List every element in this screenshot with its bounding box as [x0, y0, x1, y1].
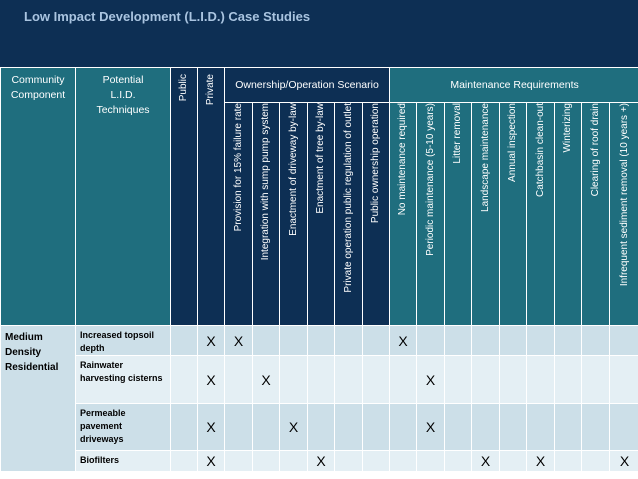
- maintenance-col-header: Catchbasin clean-out: [527, 103, 555, 326]
- mark-cell: X: [610, 451, 638, 472]
- mark-cell: [582, 356, 610, 404]
- mark-cell: [500, 404, 527, 451]
- private-header: Private: [198, 68, 225, 326]
- mark-cell: [308, 326, 335, 356]
- maintenance-col-header: No maintenance required: [390, 103, 417, 326]
- mark-cell: [171, 356, 198, 404]
- mark-cell: [280, 326, 308, 356]
- mark-cell: [225, 451, 253, 472]
- mark-cell: [610, 404, 638, 451]
- public-header: Public: [171, 68, 198, 326]
- mark-cell: [582, 404, 610, 451]
- mark-cell: X: [225, 326, 253, 356]
- mark-cell: [472, 404, 500, 451]
- ownership-col-header: Enactment of driveway by-law: [280, 103, 308, 326]
- technique-cell: Rainwater harvesting cisterns: [76, 356, 171, 404]
- technique-cell: Biofilters: [76, 451, 171, 472]
- mark-cell: [527, 356, 555, 404]
- mark-cell: [555, 451, 582, 472]
- maintenance-col-header: Landscape maintenance: [472, 103, 500, 326]
- mark-cell: X: [390, 326, 417, 356]
- mark-cell: [171, 451, 198, 472]
- mark-cell: [610, 326, 638, 356]
- mark-cell: [363, 451, 390, 472]
- mark-cell: X: [280, 404, 308, 451]
- maintenance-col-header: Infrequent sediment removal (10 years +): [610, 103, 638, 326]
- mark-cell: [500, 451, 527, 472]
- mark-cell: X: [417, 356, 445, 404]
- lid-case-study-table: [0, 67, 638, 472]
- ownership-col-header: Enactment of tree by-law: [308, 103, 335, 326]
- mark-cell: [171, 326, 198, 356]
- mark-cell: [472, 356, 500, 404]
- mark-cell: [527, 404, 555, 451]
- mark-cell: X: [198, 326, 225, 356]
- ownership-group-header: Ownership/Operation Scenario: [225, 68, 390, 103]
- mark-cell: [335, 356, 363, 404]
- mark-cell: [308, 356, 335, 404]
- technique-cell: Increased topsoil depth: [76, 326, 171, 356]
- mark-cell: [500, 326, 527, 356]
- table-row: [1, 451, 638, 472]
- maintenance-col-header: Winterizing: [555, 103, 582, 326]
- mark-cell: [500, 356, 527, 404]
- mark-cell: X: [527, 451, 555, 472]
- maintenance-group-header: Maintenance Requirements: [390, 68, 638, 103]
- ownership-col-header: Private operation public regulation of outlet: [335, 103, 363, 326]
- mark-cell: [171, 404, 198, 451]
- mark-cell: [417, 451, 445, 472]
- mark-cell: [472, 326, 500, 356]
- ownership-col-header: Provision for 15% failure rate: [225, 103, 253, 326]
- table-row: [1, 326, 638, 356]
- mark-cell: [390, 356, 417, 404]
- mark-cell: [582, 451, 610, 472]
- mark-cell: X: [198, 451, 225, 472]
- maintenance-col-header: Periodic maintenance (5-10 years): [417, 103, 445, 326]
- mark-cell: [253, 451, 280, 472]
- mark-cell: [555, 356, 582, 404]
- mark-cell: X: [198, 356, 225, 404]
- community-component-header: Community Component: [1, 68, 76, 326]
- title-bar: [0, 0, 638, 67]
- mark-cell: [445, 451, 472, 472]
- mark-cell: X: [253, 356, 280, 404]
- mark-cell: [555, 326, 582, 356]
- mark-cell: X: [472, 451, 500, 472]
- ownership-col-header: Public ownership operation: [363, 103, 390, 326]
- mark-cell: [225, 356, 253, 404]
- maintenance-col-header: Annual inspection: [500, 103, 527, 326]
- page-title: Low Impact Development (L.I.D.) Case Studies: [24, 9, 311, 24]
- mark-cell: [390, 404, 417, 451]
- table-row: [1, 356, 638, 404]
- mark-cell: [363, 356, 390, 404]
- mark-cell: X: [308, 451, 335, 472]
- mark-cell: [527, 326, 555, 356]
- mark-cell: [445, 326, 472, 356]
- potential-techniques-header: Potential L.I.D. Techniques: [76, 68, 171, 326]
- mark-cell: [253, 404, 280, 451]
- community-component-cell: Medium Density Residential: [1, 326, 76, 472]
- mark-cell: [335, 404, 363, 451]
- mark-cell: [363, 326, 390, 356]
- ownership-col-header: Integration with sump pump system: [253, 103, 280, 326]
- mark-cell: [253, 326, 280, 356]
- mark-cell: [280, 451, 308, 472]
- mark-cell: [445, 404, 472, 451]
- maintenance-col-header: Litter removal: [445, 103, 472, 326]
- mark-cell: [280, 356, 308, 404]
- technique-cell: Permeable pavement driveways: [76, 404, 171, 451]
- mark-cell: [445, 356, 472, 404]
- mark-cell: [582, 326, 610, 356]
- mark-cell: [308, 404, 335, 451]
- mark-cell: X: [198, 404, 225, 451]
- mark-cell: [610, 356, 638, 404]
- mark-cell: [335, 326, 363, 356]
- mark-cell: [390, 451, 417, 472]
- mark-cell: [363, 404, 390, 451]
- table-row: [1, 404, 638, 451]
- mark-cell: [555, 404, 582, 451]
- mark-cell: X: [417, 404, 445, 451]
- mark-cell: [335, 451, 363, 472]
- maintenance-col-header: Clearing of roof drain: [582, 103, 610, 326]
- mark-cell: [417, 326, 445, 356]
- mark-cell: [225, 404, 253, 451]
